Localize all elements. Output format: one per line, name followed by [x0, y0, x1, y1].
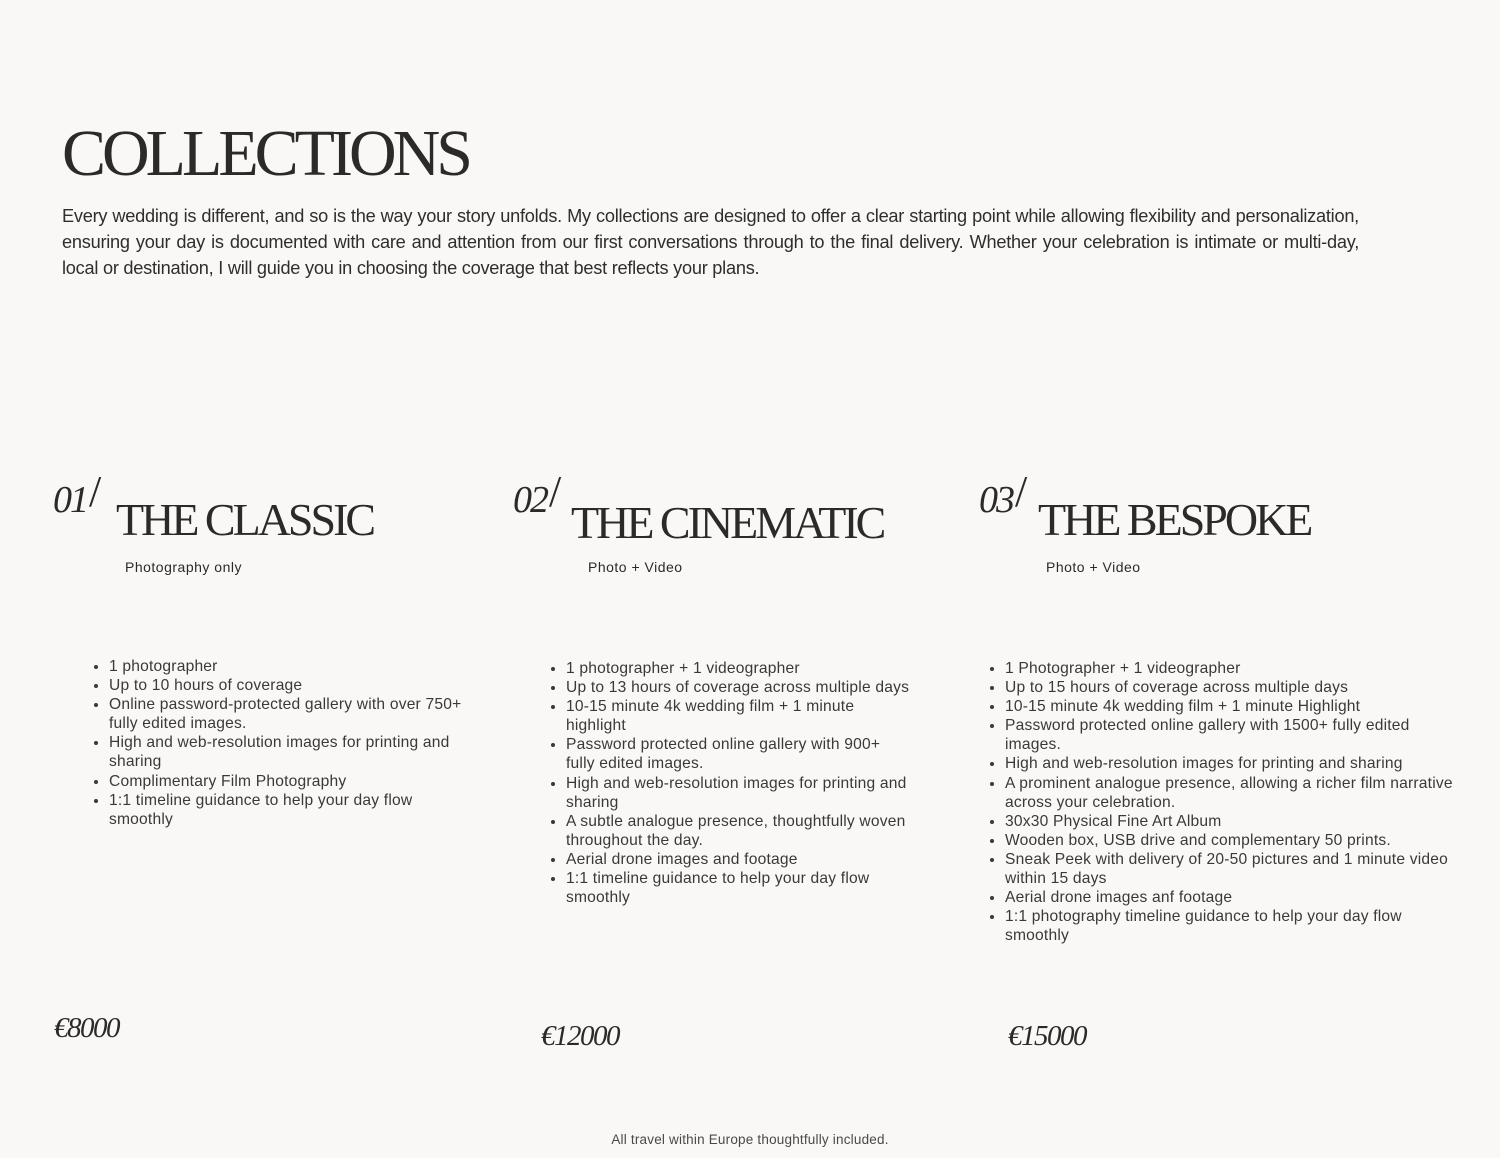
feature-item: • 10-15 minute 4k wedding film + 1 minute highlight	[566, 697, 911, 735]
feature-item: • 1:1 photography timeline guidance to help your day flow smoothly	[1005, 907, 1455, 945]
collection-price: €12000	[541, 1020, 619, 1052]
feature-item: • High and web-resolution images for printing and sharing	[1005, 754, 1455, 773]
collection-number	[979, 467, 1026, 521]
feature-item: • Wooden box, USB drive and complementary 50 prints.	[1005, 831, 1455, 850]
feature-item: • Aerial drone images and footage	[566, 850, 911, 869]
feature-item: • High and web-resolution images for printing and sharing	[109, 733, 479, 771]
collection-number-slash: /	[1015, 467, 1026, 516]
collection-number	[53, 467, 100, 521]
collection-number-slash: /	[89, 467, 100, 516]
collection-subtitle: Photo + Video	[1046, 559, 1141, 575]
feature-item: • A prominent analogue presence, allowing a richer film narrative across your celebration.	[1005, 774, 1455, 812]
feature-item: • Complimentary Film Photography	[109, 772, 479, 791]
feature-item: • 1 photographer + 1 videographer	[566, 659, 911, 678]
feature-item: • Up to 15 hours of coverage across multiple days	[1005, 678, 1455, 697]
feature-item: • Up to 13 hours of coverage across multiple days	[566, 678, 911, 697]
feature-item: • Sneak Peek with delivery of 20-50 pictures and 1 minute video within 15 days	[1005, 850, 1455, 888]
feature-item: • 1 Photographer + 1 videographer	[1005, 659, 1455, 678]
feature-item: • Password protected online gallery with 900+ fully edited images.	[566, 735, 911, 773]
feature-list	[545, 659, 911, 907]
collection-subtitle: Photo + Video	[588, 559, 683, 575]
footer-note: All travel within Europe thoughtfully included.	[611, 1132, 889, 1147]
feature-item: • High and web-resolution images for printing and sharing	[566, 774, 911, 812]
feature-item: • 30x30 Physical Fine Art Album	[1005, 812, 1455, 831]
collection-number-value: 03	[979, 479, 1013, 521]
feature-item: • Online password-protected gallery with over 750+ fully edited images.	[109, 695, 479, 733]
intro-paragraph: Every wedding is different, and so is the way your story unfolds. My collections are designed to offer a clear starting point while allowing flexibility and personalization, ensuring your day is documented with care and attention from our first conversations through to the final delivery. Whether your celebration is intimate or multi-day, local or destination, I will guide you in choosing the coverage that best reflects your plans.	[62, 206, 1359, 278]
collection-price: €8000	[54, 1012, 119, 1044]
feature-list	[984, 659, 1455, 945]
feature-item: • 1:1 timeline guidance to help your day flow smoothly	[566, 869, 911, 907]
collection-number-value: 02	[513, 479, 547, 521]
feature-item: • 10-15 minute 4k wedding film + 1 minute Highlight	[1005, 697, 1455, 716]
collection-title: THE CINEMATIC	[571, 497, 884, 548]
feature-item: • Up to 10 hours of coverage	[109, 676, 479, 695]
feature-item: • Password protected online gallery with 1500+ fully edited images.	[1005, 716, 1455, 754]
feature-list	[88, 657, 479, 829]
feature-item: • A subtle analogue presence, thoughtfully woven throughout the day.	[566, 812, 911, 850]
collection-number-slash: /	[549, 467, 560, 516]
collection-number-value: 01	[53, 479, 87, 521]
feature-item: • 1:1 timeline guidance to help your day flow smoothly	[109, 791, 479, 829]
page-title: COLLECTIONS	[62, 117, 469, 190]
collection-title: THE CLASSIC	[116, 494, 374, 545]
feature-item: • Aerial drone images anf footage	[1005, 888, 1455, 907]
feature-item: • 1 photographer	[109, 657, 479, 676]
collection-number	[513, 467, 560, 521]
collection-subtitle: Photography only	[125, 559, 242, 575]
collection-title: THE BESPOKE	[1038, 494, 1311, 545]
collection-price: €15000	[1008, 1020, 1086, 1052]
